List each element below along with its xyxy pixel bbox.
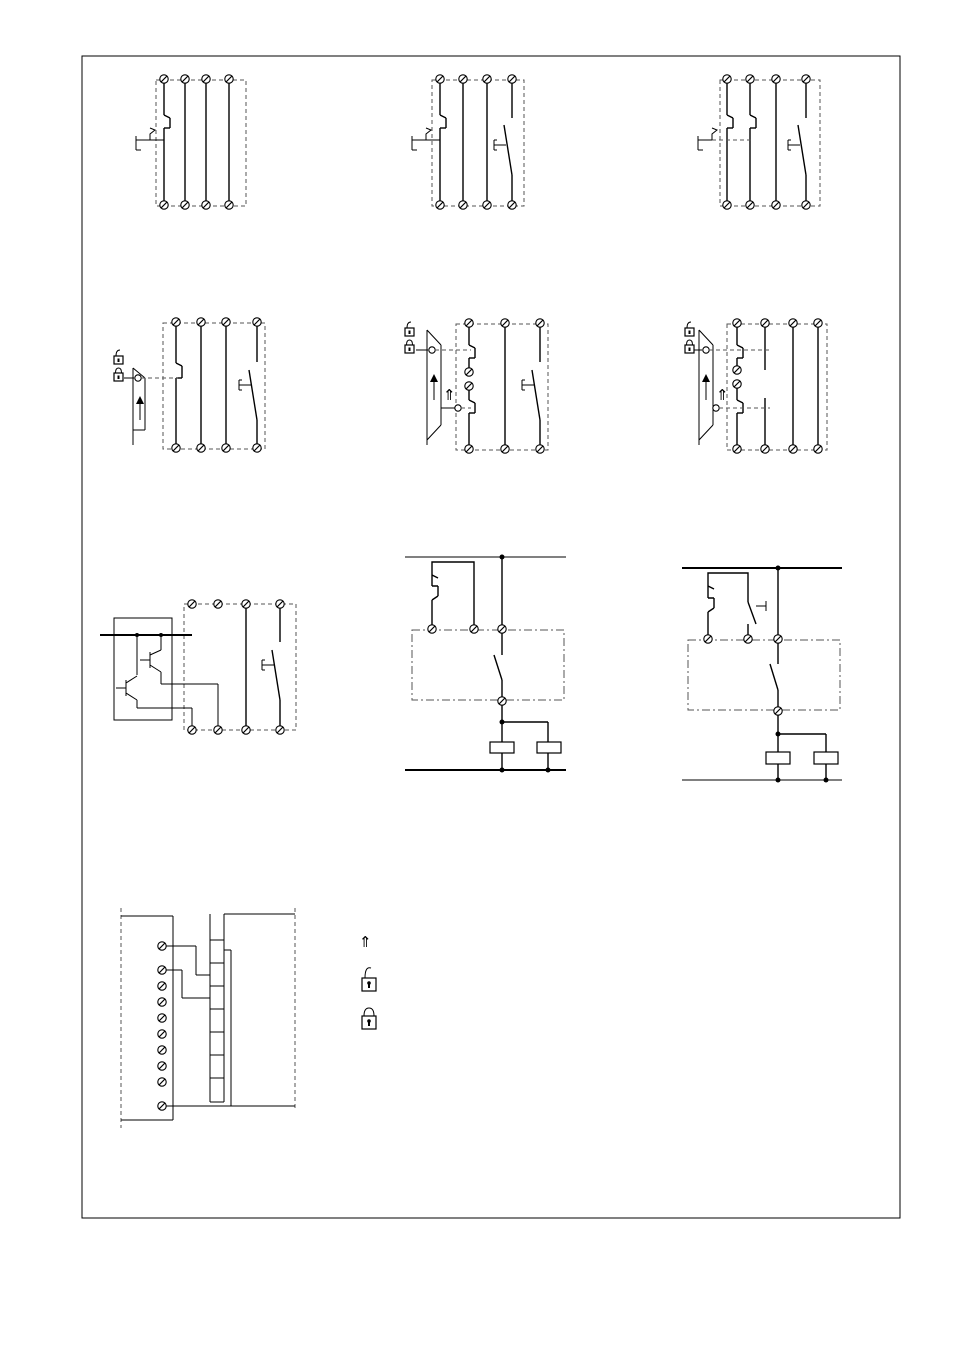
diagram-6-interlock (685, 319, 827, 453)
relay-coil-k2 (814, 752, 838, 764)
locked-padlock-icon (685, 340, 694, 353)
diagram-7-transistor-output (100, 600, 296, 734)
unlocked-padlock-icon (362, 968, 376, 991)
double-arrow-up-icon: ⇑ (359, 933, 372, 951)
relay-coil-k2 (537, 742, 561, 753)
diagram-8-relay-wiring (405, 555, 566, 773)
locked-padlock-icon (405, 340, 414, 353)
diagram-5-interlock (405, 319, 548, 453)
unlocked-padlock-icon (114, 350, 123, 364)
relay-coil-k1 (766, 752, 790, 764)
relay-coil-k1 (490, 742, 514, 753)
unlocked-padlock-icon (685, 322, 694, 336)
diagram-1-switch (136, 75, 246, 209)
diagram-4-interlock (114, 318, 265, 452)
locked-padlock-icon (362, 1008, 376, 1029)
diagram-10-terminal-block (121, 908, 295, 1128)
diagram-9-relay-wiring (682, 566, 842, 783)
terminal-top-row (160, 75, 233, 83)
diagram-2-switch (412, 75, 524, 209)
terminal-bottom-row (160, 201, 233, 209)
svg-text:⇑: ⇑ (443, 386, 456, 404)
symbol-legend (359, 933, 376, 1029)
unlocked-padlock-icon (405, 322, 414, 336)
svg-text:⇑: ⇑ (716, 386, 729, 404)
diagram-3-switch (698, 75, 820, 209)
locked-padlock-icon (114, 368, 123, 381)
